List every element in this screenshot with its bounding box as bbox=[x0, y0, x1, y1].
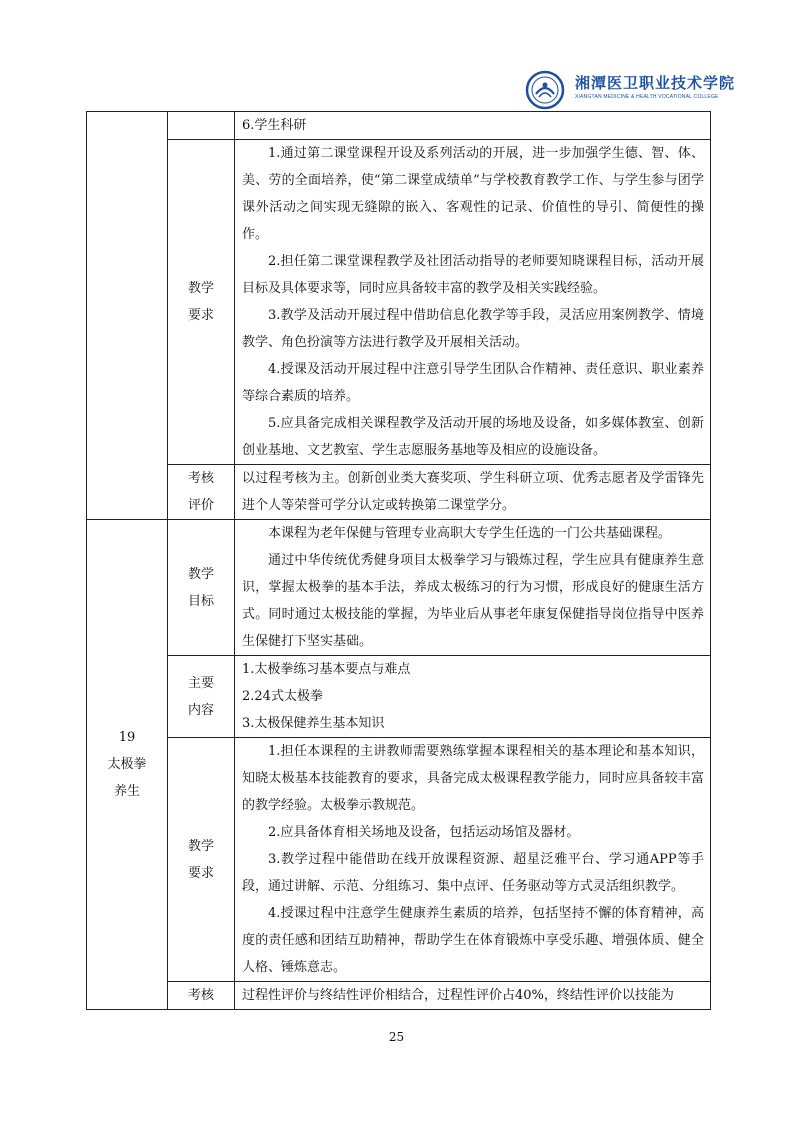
evaluation-label: 考核 bbox=[168, 982, 235, 1010]
evaluation-cell bbox=[235, 982, 711, 1010]
page-number: 25 bbox=[388, 1030, 405, 1044]
contents-cell bbox=[235, 656, 711, 738]
requirements-label: 教学 要求 bbox=[168, 738, 235, 982]
requirement-item: 2.担任第二课堂课程教学及社团活动指导的老师要知晓课程目标，活动开展目标及具体要求等，同时应具备较丰富的教学及相关实践经验。 bbox=[242, 254, 704, 296]
college-name: 湘潭医卫职业技术学院 bbox=[575, 74, 736, 92]
content-item: 3.太极保健养生基本知识 bbox=[242, 716, 385, 731]
course-18-cell bbox=[87, 112, 168, 520]
evaluation-text: 以过程考核为主。创新创业类大赛奖项、学生科研立项、优秀志愿者及学雷锋先进个人等荣誉可学分认定或转换第二课堂学分。 bbox=[242, 471, 704, 513]
course-name: 养生 bbox=[113, 784, 140, 799]
college-emblem-icon bbox=[525, 70, 565, 110]
content-item: 6.学生科研 bbox=[242, 118, 307, 133]
requirement-item: 4.授课过程中注意学生健康养生素质的培养，包括坚持不懈的体育精神，高度的责任感和团结互助精神，帮助学生在体育锻炼中享受乐趣、增强体质、健全人格、锤炼意志。 bbox=[242, 906, 704, 975]
content-cell bbox=[235, 112, 711, 140]
college-english-name: XIANGTAN MEDICINE & HEALTH VOCATIONAL COLLEGE bbox=[575, 94, 719, 100]
content-item: 2.24式太极拳 bbox=[242, 689, 323, 704]
table-row bbox=[87, 520, 711, 656]
requirement-item: 1.担任本课程的主讲教师需要熟练掌握本课程相关的基本理论和基本知识，知晓太极基本技能教育的要求，具备完成太极课程教学能力，同时应具备较丰富的教学经验。太极拳示教规范。 bbox=[242, 744, 704, 813]
table-row bbox=[87, 738, 711, 982]
table-row bbox=[87, 656, 711, 738]
table-row bbox=[87, 112, 711, 140]
course-number: 19 bbox=[118, 730, 136, 745]
table-row bbox=[87, 140, 711, 465]
requirement-item: 5.应具备完成相关课程教学及活动开展的场地及设备，如多媒体教室、创新创业基地、文艺教室、学生志愿服务基地等及相应的设施设备。 bbox=[242, 416, 704, 458]
curriculum-table bbox=[86, 111, 711, 1010]
table-row bbox=[87, 465, 711, 520]
table-row bbox=[87, 982, 711, 1010]
goals-label: 教学 目标 bbox=[168, 520, 235, 656]
course-name: 太极拳 bbox=[107, 757, 147, 772]
requirement-item: 3.教学过程中能借助在线开放课程资源、超星泛雅平台、学习通APP等手段，通过讲解、示范、分组练习、集中点评、任务驱动等方式灵活组织教学。 bbox=[242, 852, 704, 894]
goals-cell bbox=[235, 520, 711, 656]
requirement-item: 4.授课及活动开展过程中注意引导学生团队合作精神、责任意识、职业素养等综合素质的培养。 bbox=[242, 362, 704, 404]
requirements-label: 教学 要求 bbox=[168, 140, 235, 465]
course-19-cell bbox=[87, 520, 168, 1010]
requirement-item: 3.教学及活动开展过程中借助信息化教学等手段，灵活应用案例教学、情境教学、角色扮演等方法进行教学及开展相关活动。 bbox=[242, 308, 704, 350]
requirements-cell bbox=[235, 140, 711, 465]
evaluation-label: 考核 评价 bbox=[168, 465, 235, 520]
content-label-cell bbox=[168, 112, 235, 140]
requirement-item: 1.通过第二课堂课程开设及系列活动的开展，进一步加强学生德、智、体、美、劳的全面培养，使“第二课堂成绩单”与学校教育教学工作、与学生参与团学课外活动之间实现无缝隙的嵌入、客观性的记录、价值性的导引、简便性的操作。 bbox=[242, 146, 704, 242]
requirement-item: 2.应具备体育相关场地及设备，包括运动场馆及器材。 bbox=[268, 825, 580, 840]
requirements-cell bbox=[235, 738, 711, 982]
goal-item: 通过中华传统优秀健身项目太极拳学习与锻炼过程，学生应具有健康养生意识，掌握太极拳的基本手法，养成太极练习的行为习惯，形成良好的健康生活方式。同时通过太极技能的掌握，为毕业后从事老年康复保健指导岗位指导中医养生保健打下坚实基础。 bbox=[242, 553, 704, 649]
evaluation-text: 过程性评价与终结性评价相结合，过程性评价占40%，终结性评价以技能为 bbox=[242, 988, 674, 1003]
goal-item: 本课程为老年保健与管理专业高职大专学生任选的一门公共基础课程。 bbox=[268, 526, 672, 541]
college-logo bbox=[525, 70, 736, 108]
contents-label: 主要 内容 bbox=[168, 656, 235, 738]
content-item: 1.太极拳练习基本要点与难点 bbox=[242, 662, 411, 677]
evaluation-cell bbox=[235, 465, 711, 520]
